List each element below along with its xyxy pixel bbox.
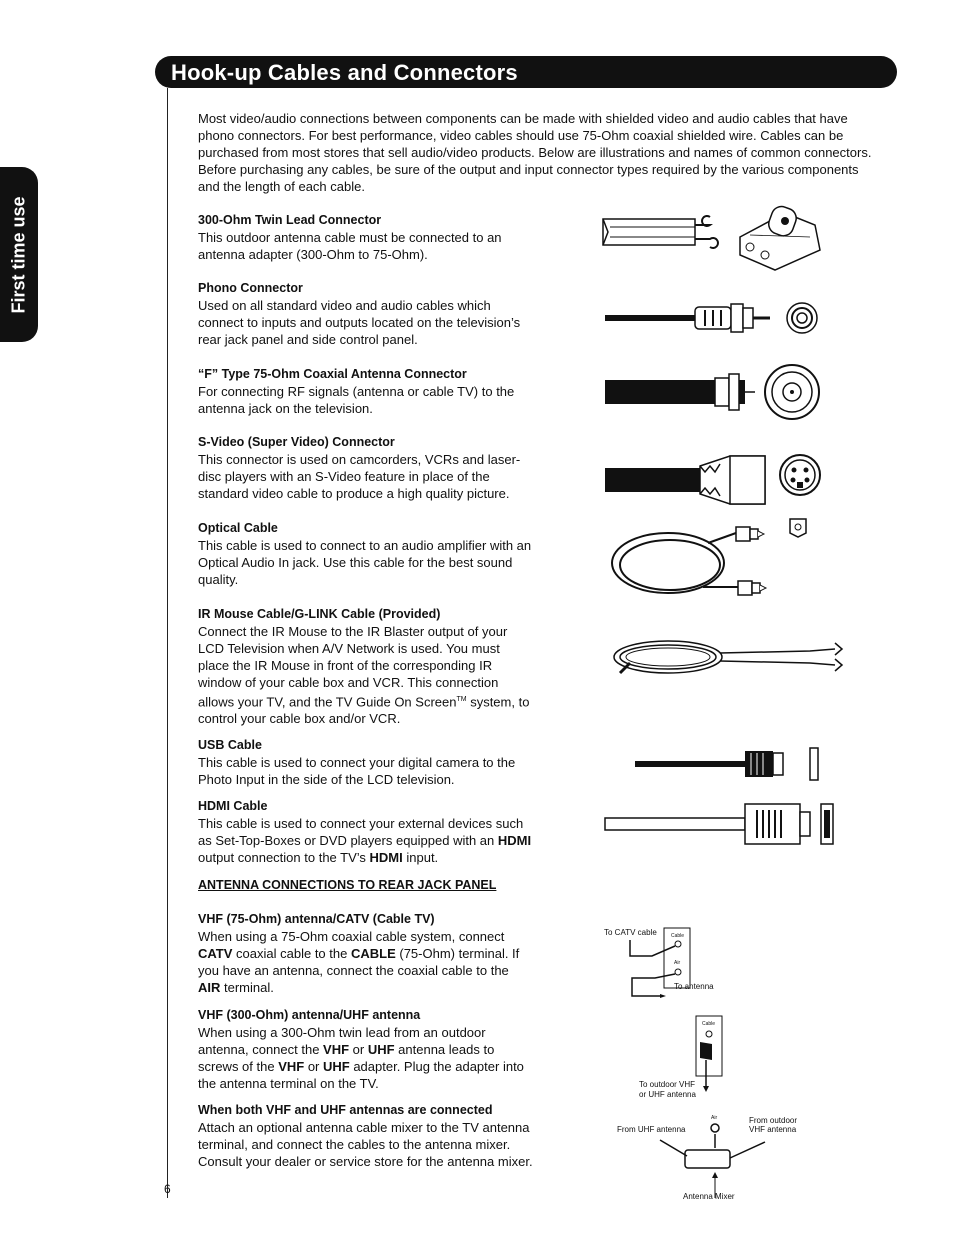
section-tab [0,167,38,342]
page-title: Hook-up Cables and Connectors [171,60,518,85]
hdmi-cable-illustration [605,800,837,848]
diagram-label: or UHF antenna [639,1090,696,1099]
section-body: Attach an optional antenna cable mixer to the TV antenna terminal, and connect the cables to the antenna mixer. Consult your dealer or service store for the antenna mixer. [198,1120,533,1169]
twin-lead-connector-illustration [600,205,840,275]
section-body: This outdoor antenna cable must be connected to an antenna adapter (300-Ohm to 75-Ohm). [198,230,502,262]
diagram-label: To CATV cable [604,928,657,937]
section-body: This cable is used to connect your external devices such as Set-Top-Boxes or DVD players equipped with an HDMI output connection to the TV’s HDMI input. [198,816,532,865]
diagram-label: Air [711,1115,718,1121]
section-hdmi [198,798,533,866]
diagram-label: VHF antenna [749,1125,797,1134]
section-optical [198,520,533,588]
section-body: This cable is used to connect to an audio amplifier with an Optical Audio In jack. Use this cable for the best sound quality. [198,538,532,587]
section-title: IR Mouse Cable/G-LINK Cable (Provided) [198,607,441,621]
diagram-label: From UHF antenna [617,1125,686,1134]
diagram-label: Cable [671,933,685,939]
section-both-antennas [198,1102,533,1170]
section-body: When using a 300-Ohm twin lead from an outdoor antenna, connect the VHF or UHF antenna leads to screws of the VHF or UHF adapter. Plug the adapter into the antenna terminal on the TV. [198,1025,524,1091]
section-title: 300-Ohm Twin Lead Connector [198,213,382,227]
section-title: HDMI Cable [198,799,268,813]
section-body: When using a 75-Ohm coaxial cable system, connect CATV coaxial cable to the CABLE (75-Ohm) terminal. If you have an antenna, connect the coaxial cable to the AIR terminal. [198,929,520,995]
vhf300-connection-diagram [636,1014,736,1104]
section-title: Optical Cable [198,521,278,535]
optical-cable-illustration [608,515,813,605]
diagram-label: Air [674,960,681,966]
section-body: This cable is used to connect your digital camera to the Photo Input in the side of the LCD television. [198,755,516,787]
section-title: VHF (300-Ohm) antenna/UHF antenna [198,1008,421,1022]
diagram-label: To outdoor VHF [639,1080,696,1089]
section-title: When both VHF and UHF antennas are connected [198,1103,493,1117]
section-vhf300 [198,1007,533,1092]
diagram-label: To antenna [674,982,714,991]
section-title: Phono Connector [198,281,303,295]
section-body: This connector is used on camcorders, VCRs and laser-disc players with an S-Video feature in place of the standard video cable to produce a high quality picture. [198,452,521,501]
section-tab-label: First time use [8,196,29,314]
page-number: 6 [164,1182,171,1196]
section-body: Connect the IR Mouse to the IR Blaster output of your LCD Television when A/V Network is used. You must place the IR Mouse in front of the corresponding IR window of your cable box and VCR. This connection allows your TV, and the TV Guide On Screen™ system, to control your cable box and/or VCR. [198,624,530,727]
section-title: VHF (75-Ohm) antenna/CATV (Cable TV) [198,912,435,926]
trademark-mark: TM [456,696,467,703]
antenna-section-heading: ANTENNA CONNECTIONS TO REAR JACK PANEL [198,878,497,892]
section-twin-lead [198,212,533,263]
section-title: S-Video (Super Video) Connector [198,435,395,449]
section-title: “F” Type 75-Ohm Coaxial Antenna Connector [198,367,467,381]
diagram-label: From outdoor [749,1116,798,1125]
svideo-connector-illustration [605,450,830,510]
intro-paragraph: Most video/audio connections between components can be made with shielded video and audio cables that have phono connectors. For best performance, video cables should use 75-Ohm coaxial shielded wire. Cables can be purchased from most stores that sell audio/video products. Below are illustrations and names of common connectors. Before purchasing any cables, be sure of the output and input connector types required by the various components and the length of each cable. [198,111,872,194]
antenna-mixer-diagram [615,1112,820,1204]
catv-connection-diagram [600,922,730,1002]
section-svideo [198,434,533,502]
f-type-connector-illustration [605,362,825,422]
section-body: For connecting RF signals (antenna or cable TV) to the antenna jack on the television. [198,384,515,416]
page-header-bar [155,56,897,88]
section-usb [198,737,533,788]
margin-rule [167,88,168,1198]
diagram-label: Cable [702,1021,716,1027]
section-phono [198,280,533,348]
section-body: Used on all standard video and audio cables which connect to inputs and outputs located on the television’s rear jack panel and side control panel. [198,298,521,347]
section-f-type [198,366,533,417]
section-ir-mouse [198,606,533,727]
section-title: USB Cable [198,738,262,752]
section-vhf75 [198,911,533,996]
usb-cable-illustration [605,745,820,785]
phono-connector-illustration [605,298,820,340]
ir-mouse-cable-illustration [610,635,850,680]
diagram-label: Antenna Mixer [683,1192,735,1201]
